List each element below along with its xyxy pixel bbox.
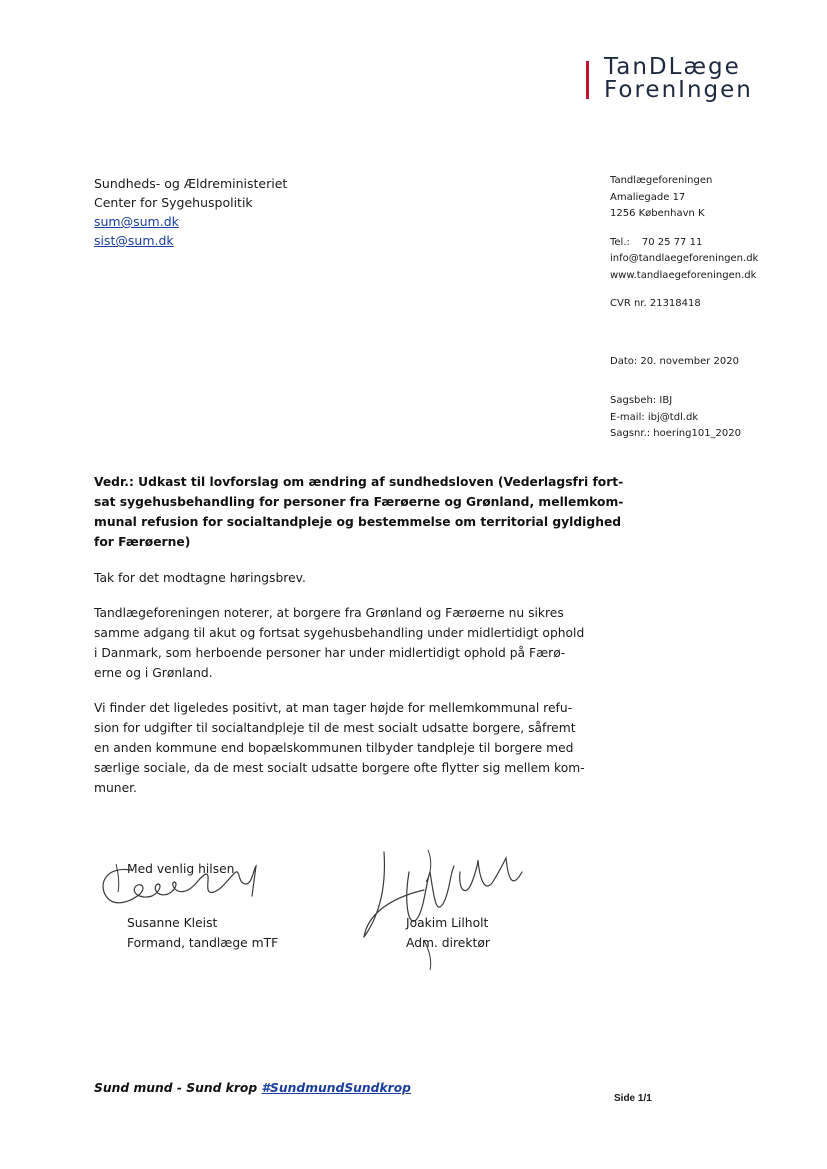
signatory-name: Joakim Lilholt: [406, 916, 489, 930]
organization-logo: [604, 56, 753, 102]
letter-subject: [94, 472, 634, 552]
page-number: Side 1/1: [614, 1093, 652, 1104]
sender-website[interactable]: www.tandlaegeforeningen.dk: [610, 269, 757, 281]
signature-right-graphic: [354, 842, 534, 977]
sender-name: Tandlægeforeningen: [610, 175, 713, 186]
paragraph-line: Tandlægeforeningen noterer, at borgere fra Grønland og Færøerne nu sikres: [94, 606, 564, 620]
subject-line: Vedr.: Udkast til lovforslag om ændring af sundhedsloven (Vederlagsfri fort-: [94, 475, 624, 489]
sender-phone: [610, 235, 758, 252]
case-number: Sagsnr.: hoering101_2020: [610, 428, 742, 439]
body-paragraph-2: [94, 603, 585, 683]
recipient-email-2[interactable]: sist@sum.dk: [94, 233, 174, 248]
logo-line-2: ForenIngen: [604, 77, 753, 103]
sender-phone-label: Tel.:: [610, 236, 630, 248]
paragraph-line: særlige sociale, da de mest socialt udsatte borgere ofte flytter sig mellem kom-: [94, 761, 585, 775]
sender-email[interactable]: info@tandlaegeforeningen.dk: [610, 253, 759, 264]
subject-line: sat sygehusbehandling for personer fra Færøerne og Grønland, mellemkom-: [94, 495, 624, 509]
subject-line: for Færøerne): [94, 535, 191, 549]
paragraph-line: i Danmark, som herboende personer har under midlertidigt ophold på Færø-: [94, 646, 566, 660]
subject-line: munal refusion for socialtandpleje og bestemmelse om territorial gyldighed: [94, 515, 622, 529]
paragraph-line: Vi finder det ligeledes positivt, at man tager højde for mellemkommunal refu-: [94, 701, 573, 715]
paragraph-line: erne og i Grønland.: [94, 666, 213, 680]
letter-date: Dato: 20. november 2020: [610, 355, 740, 367]
logo-line-1: TanDLæge: [604, 54, 741, 80]
sender-block: [610, 173, 758, 443]
signatory-title: Formand, tandlæge mTF: [127, 936, 279, 950]
signatory-name: Susanne Kleist: [127, 916, 218, 930]
signatory-2: [406, 913, 490, 953]
body-paragraph-3: [94, 698, 585, 798]
slogan-text: Sund mund - Sund krop: [94, 1081, 258, 1095]
closing-greeting: Med venlig hilsen: [127, 862, 235, 876]
recipient-department: Center for Sygehuspolitik: [94, 195, 253, 210]
sender-street: Amaliegade 17: [610, 191, 686, 203]
paragraph-line: en anden kommune end bopælskommunen tilbyder tandpleje til borgere med: [94, 741, 574, 755]
signatory-title: Adm. direktør: [406, 936, 490, 950]
case-handler: Sagsbeh: IBJ: [610, 395, 673, 406]
logo-accent-bar: [586, 61, 589, 99]
sender-city: 1256 København K: [610, 208, 705, 219]
signatory-1: [127, 913, 278, 953]
footer-slogan: [94, 1081, 411, 1095]
paragraph-line: muner.: [94, 781, 137, 795]
body-paragraph-1: Tak for det modtagne høringsbrev.: [94, 571, 306, 585]
recipient-email-1[interactable]: sum@sum.dk: [94, 214, 179, 229]
recipient-ministry: Sundheds- og Ældreministeriet: [94, 176, 288, 191]
case-email[interactable]: E-mail: ibj@tdl.dk: [610, 411, 699, 423]
paragraph-line: sion for udgifter til socialtandpleje til de mest socialt udsatte borgere, såfremt: [94, 721, 576, 735]
hashtag-link[interactable]: #SundmundSundkrop: [261, 1081, 411, 1095]
sender-phone-number: 70 25 77 11: [641, 236, 703, 248]
sender-cvr: CVR nr. 21318418: [610, 298, 701, 309]
paragraph-line: samme adgang til akut og fortsat sygehusbehandling under midlertidigt ophold: [94, 626, 585, 640]
recipient-address: [94, 174, 287, 250]
